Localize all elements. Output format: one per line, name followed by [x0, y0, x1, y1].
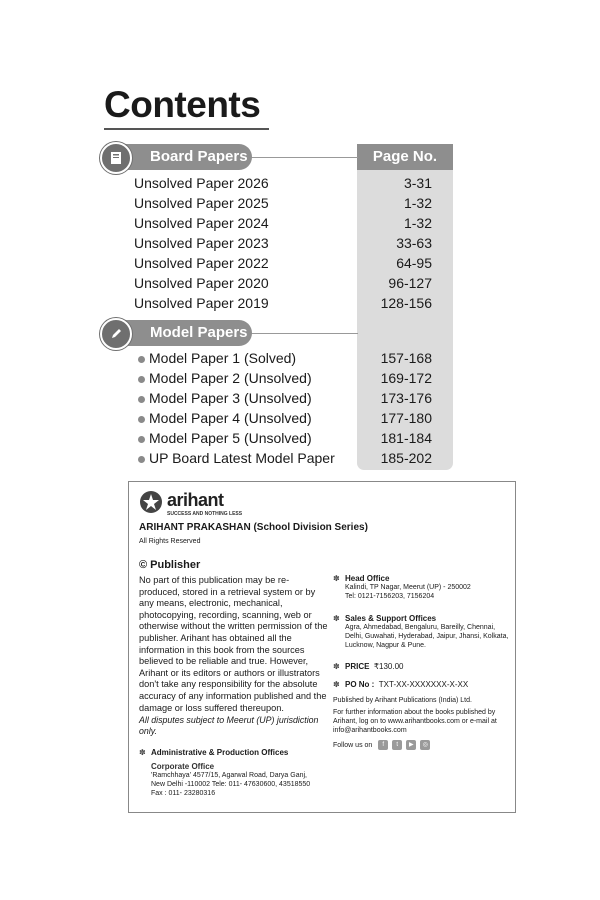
logo-tagline: SUCCESS AND NOTHING LESS: [167, 511, 243, 517]
facebook-icon[interactable]: f: [378, 740, 388, 750]
admin-heading: Administrative & Production Offices: [151, 748, 289, 757]
ornament-icon: ✽: [139, 748, 146, 757]
further-info: For further information about the books published by Arihant, log on to www.arihantbooks.com or e-mail at info@arihantbooks.com: [333, 709, 497, 734]
contents-entry-page: 1-32: [403, 215, 432, 231]
follow-us: [333, 740, 509, 750]
page-title: Contents: [104, 84, 261, 125]
section-divider: [250, 333, 358, 334]
contents-row: [0, 450, 600, 470]
contents-entry-text: Unsolved Paper 2026: [134, 175, 269, 191]
contents-entry-label: [134, 195, 269, 211]
page-number-header: Page No.: [357, 144, 453, 170]
po-number: [333, 680, 509, 689]
contents-entry-page: 173-176: [380, 390, 432, 406]
contents-entry-page: 96-127: [388, 275, 432, 291]
contents-entry-label: [134, 275, 269, 291]
contents-row: [0, 370, 600, 390]
contents-entry-text: Unsolved Paper 2019: [134, 295, 269, 311]
corporate-phone: New Delhi -110002 Tele: 011- 47630600, 43518550: [151, 781, 311, 788]
contents-entry-text: Model Paper 4 (Unsolved): [149, 410, 312, 426]
contents-row: [0, 295, 600, 315]
contents-entry-text: UP Board Latest Model Paper: [149, 450, 335, 466]
company-name: ARIHANT PRAKASHAN (School Division Series): [139, 522, 368, 533]
twitter-icon[interactable]: t: [392, 740, 402, 750]
contents-entry-text: Model Paper 3 (Unsolved): [149, 390, 312, 406]
contents-row: [0, 430, 600, 450]
corporate-office-heading: Corporate Office: [151, 762, 215, 771]
price-value: ₹130.00: [373, 662, 404, 671]
contents-entry-page: 1-32: [403, 195, 432, 211]
publisher-text: No part of this publication may be re-produced, stored in a retrieval system or by any means, electronic, mechanical, photocopying, recording, scanning, web or otherwise without the written permission of the publisher. Arihant has obtained all the information in this book from the sources believed to be reliable and true. However, Arihant or its editors or authors or illustrators don't take any responsibility for the absolute accuracy of any information published and the damage or loss suffered thereupon.: [139, 575, 328, 713]
section-header-board-papers: Board Papers: [118, 144, 252, 170]
contents-row: [0, 390, 600, 410]
po-value: TXT-XX-XXXXXXX-X-XX: [378, 680, 469, 689]
ornament-icon: ✽: [333, 662, 340, 671]
sales-heading: Sales & Support Offices: [345, 614, 437, 623]
contents-entry-page: 157-168: [380, 350, 432, 366]
contents-row: [0, 215, 600, 235]
contents-entry-label: [134, 175, 269, 191]
contents-entry-page: 169-172: [380, 370, 432, 386]
contents-row: [0, 255, 600, 275]
contents-row: [0, 175, 600, 195]
rights-reserved: All Rights Reserved: [139, 538, 201, 545]
contents-entry-page: 128-156: [380, 295, 432, 311]
head-office: [333, 574, 509, 601]
head-office-phone: Tel: 0121-7156203, 7156204: [345, 593, 435, 600]
section-header-model-papers: Model Papers: [118, 320, 252, 346]
contents-entry-text: Unsolved Paper 2025: [134, 195, 269, 211]
po-label: PO No :: [345, 680, 375, 689]
contents-entry-label: [138, 350, 296, 366]
ornament-icon: ✽: [333, 614, 340, 623]
contents-row: [0, 195, 600, 215]
ornament-icon: ✽: [333, 574, 340, 583]
title-underline: [104, 128, 269, 130]
price: [333, 662, 509, 671]
corporate-fax: Fax : 011- 23280316: [151, 790, 216, 797]
book-icon: [100, 142, 132, 174]
contents-entry-text: Unsolved Paper 2020: [134, 275, 269, 291]
contents-entry-label: [134, 235, 269, 251]
contents-entry-label: [138, 450, 335, 466]
contents-entry-page: 185-202: [380, 450, 432, 466]
contents-entry-label: [138, 410, 312, 426]
contents-entry-page: 177-180: [380, 410, 432, 426]
contents-row: [0, 235, 600, 255]
section-divider: [250, 157, 358, 158]
price-label: PRICE: [345, 662, 370, 671]
logo-name: arihant: [167, 490, 224, 510]
contents-entry-label: [134, 295, 269, 311]
contents-entry-text: Unsolved Paper 2024: [134, 215, 269, 231]
admin-offices: [139, 748, 339, 798]
instagram-icon[interactable]: ◎: [420, 740, 430, 750]
arihant-star-icon: [139, 490, 163, 514]
contents-entry-text: Model Paper 2 (Unsolved): [149, 370, 312, 386]
contents-entry-text: Model Paper 1 (Solved): [149, 350, 297, 366]
contents-entry-page: 33-63: [396, 235, 432, 251]
jurisdiction-note: All disputes subject to Meerut (UP) jurisdiction only.: [139, 715, 319, 736]
pencil-icon: [100, 318, 132, 350]
contents-row: [0, 410, 600, 430]
sales-cities: Agra, Ahmedabad, Bengaluru, Bareilly, Chennai, Delhi, Guwahati, Hyderabad, Jaipur, Jhansi, Kolkata, Lucknow, Nagpur & Pune.: [345, 624, 509, 649]
publisher-heading: © Publisher: [139, 559, 201, 571]
contents-row: [0, 350, 600, 370]
contents-entry-text: Model Paper 5 (Unsolved): [149, 430, 312, 446]
published-by: Published by Arihant Publications (India) Ltd.: [333, 697, 472, 704]
contents-entry-page: 64-95: [396, 255, 432, 271]
follow-us-label: Follow us on: [333, 741, 373, 749]
ornament-icon: ✽: [333, 680, 340, 689]
head-office-heading: Head Office: [345, 574, 390, 583]
contents-entry-label: [138, 370, 312, 386]
head-office-address: Kalindi, TP Nagar, Meerut (UP) - 250002: [345, 584, 471, 591]
contents-entry-text: Unsolved Paper 2022: [134, 255, 269, 271]
publisher-info-box: [128, 481, 516, 813]
corporate-address: 'Ramchhaya' 4577/15, Agarwal Road, Darya Ganj,: [151, 772, 307, 779]
contents-entry-text: Unsolved Paper 2023: [134, 235, 269, 251]
sales-offices: [333, 614, 509, 650]
contents-entry-label: [134, 255, 269, 271]
contents-entry-page: 181-184: [380, 430, 432, 446]
contents-entry-page: 3-31: [403, 175, 432, 191]
contents-entry-label: [134, 215, 269, 231]
contents-entry-label: [138, 390, 312, 406]
youtube-icon[interactable]: ▶: [406, 740, 416, 750]
contents-entry-label: [138, 430, 312, 446]
contents-row: [0, 275, 600, 295]
